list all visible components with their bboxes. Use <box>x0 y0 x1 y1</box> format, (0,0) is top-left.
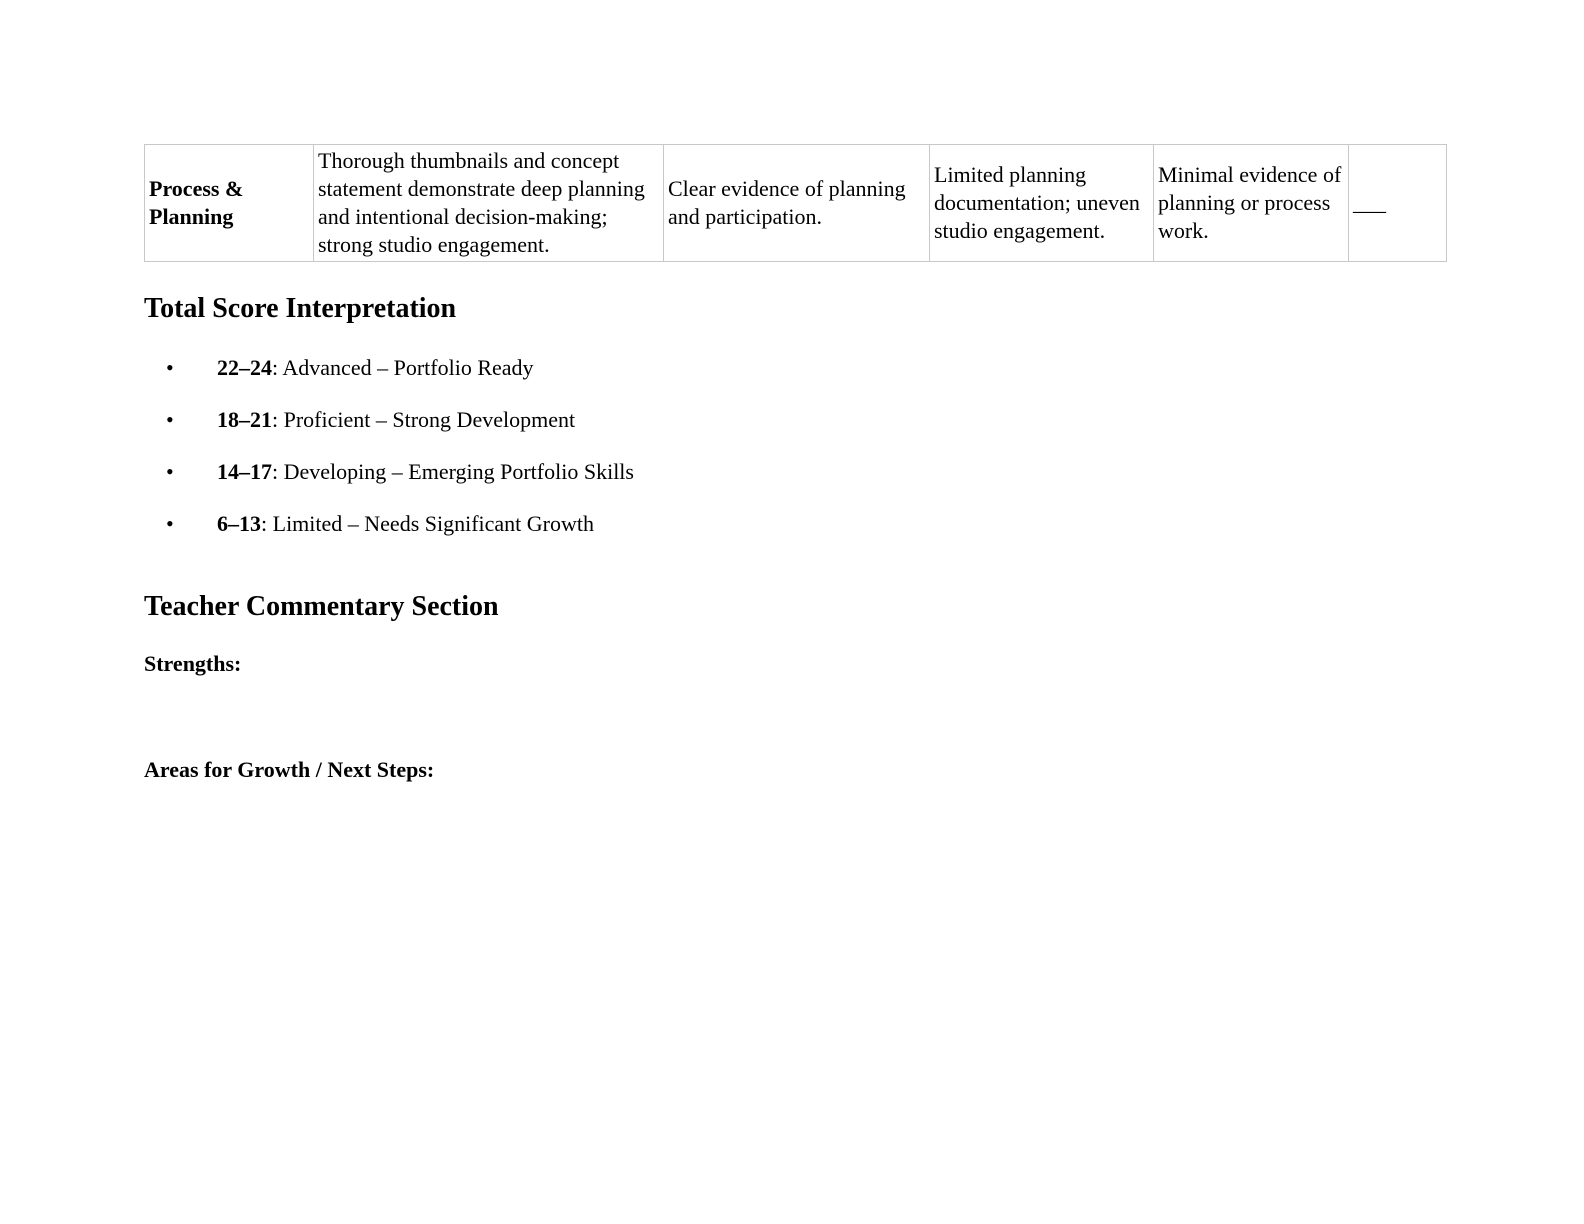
table-row <box>145 145 1447 262</box>
strengths-label: Strengths: <box>144 651 242 676</box>
level-1-cell: Minimal evidence of planning or process work. <box>1154 145 1349 262</box>
score-description: Limited – Needs Significant Growth <box>272 511 595 536</box>
list-item <box>144 406 634 434</box>
score-description: Advanced – Portfolio Ready <box>282 355 534 380</box>
score-separator: : <box>272 459 284 484</box>
growth-label: Areas for Growth / Next Steps: <box>144 757 435 782</box>
list-item <box>144 510 634 538</box>
list-item <box>144 354 634 382</box>
score-range: 6–13 <box>217 511 261 536</box>
score-separator: : <box>272 355 283 380</box>
score-description: Developing – Emerging Portfolio Skills <box>283 459 634 484</box>
score-interpretation-list <box>144 354 634 562</box>
score-blank-cell: ___ <box>1349 145 1447 262</box>
score-separator: : <box>272 407 284 432</box>
criterion-cell: Process & Planning <box>145 145 314 262</box>
list-item <box>144 458 634 486</box>
bullet-icon: • <box>166 459 174 484</box>
bullet-icon: • <box>166 511 174 536</box>
level-4-cell: Thorough thumbnails and concept statement demonstrate deep planning and intentional decision-making; strong studio engagement. <box>314 145 664 262</box>
score-range: 14–17 <box>217 459 272 484</box>
score-description: Proficient – Strong Development <box>283 407 576 432</box>
score-range: 22–24 <box>217 355 272 380</box>
teacher-commentary-heading: Teacher Commentary Section <box>144 591 499 622</box>
bullet-icon: • <box>166 407 174 432</box>
bullet-icon: • <box>166 355 174 380</box>
score-range: 18–21 <box>217 407 272 432</box>
rubric-table <box>144 144 1447 262</box>
level-3-cell: Clear evidence of planning and participation. <box>664 145 930 262</box>
level-2-cell: Limited planning documentation; uneven studio engagement. <box>930 145 1154 262</box>
score-separator: : <box>261 511 273 536</box>
score-interpretation-heading: Total Score Interpretation <box>144 293 457 324</box>
